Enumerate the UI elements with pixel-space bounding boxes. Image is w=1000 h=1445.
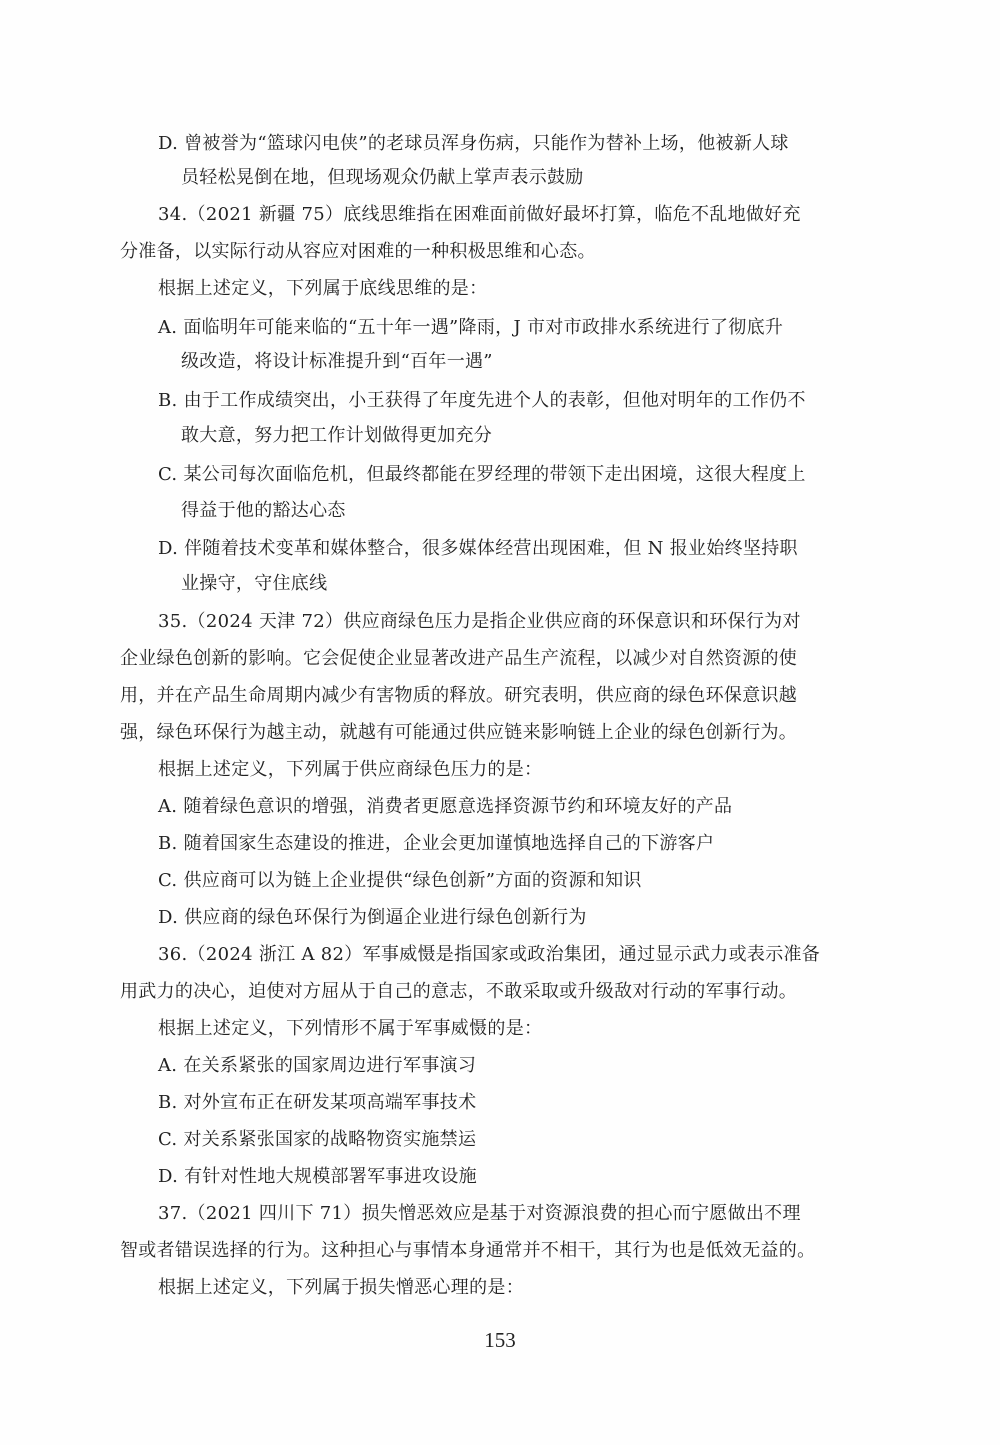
q37-stem-line-2: 智或者错误选择的行为。这种担心与事情本身通常并不相干，其行为也是低效无益的。 <box>120 1240 816 1261</box>
q36-option-b: B. 对外宣布正在研发某项高端军事技术 <box>158 1092 477 1113</box>
q34-option-d-line-1: D. 伴随着技术变革和媒体整合，很多媒体经营出现困难，但 N 报业始终坚持职 <box>158 538 798 559</box>
q35-stem-line-3: 用，并在产品生命周期内减少有害物质的释放。研究表明，供应商的绿色环保意识越 <box>120 685 798 706</box>
q35-option-b: B. 随着国家生态建设的推进，企业会更加谨慎地选择自己的下游客户 <box>158 833 715 854</box>
q35-stem-line-4: 强，绿色环保行为越主动，就越有可能通过供应链来影响链上企业的绿色创新行为。 <box>120 722 798 743</box>
q34-option-a-line-2: 级改造，将设计标准提升到“百年一遇” <box>181 351 493 372</box>
q34-option-c-line-1: C. 某公司每次面临危机，但最终都能在罗经理的带领下走出困境，这很大程度上 <box>158 464 806 485</box>
q34-option-b-line-2: 敢大意，努力把工作计划做得更加充分 <box>181 425 493 446</box>
q34-stem-line-2: 分准备，以实际行动从容应对困难的一种积极思维和心态。 <box>120 241 596 262</box>
q34-option-b-line-1: B. 由于工作成绩突出，小王获得了年度先进个人的表彰，但他对明年的工作仍不 <box>158 390 806 411</box>
q34-stem-line-1: 34.（2021 新疆 75）底线思维指在困难面前做好最坏打算，临危不乱地做好充 <box>158 204 801 225</box>
q35-prompt: 根据上述定义，下列属于供应商绿色压力的是： <box>158 759 543 780</box>
q35-stem-line-2: 企业绿色创新的影响。它会促使企业显著改进产品生产流程，以减少对自然资源的使 <box>120 648 798 669</box>
q36-option-d: D. 有针对性地大规模部署军事进攻设施 <box>158 1166 477 1187</box>
q34-option-a-line-1: A. 面临明年可能来临的“五十年一遇”降雨，J 市对市政排水系统进行了彻底升 <box>158 317 784 338</box>
page-number: 153 <box>484 1328 516 1352</box>
q34-prompt: 根据上述定义，下列属于底线思维的是： <box>158 278 488 299</box>
q36-stem-line-2: 用武力的决心，迫使对方屈从于自己的意志，不敢采取或升级敌对行动的军事行动。 <box>120 981 798 1002</box>
q34-option-c-line-2: 得益于他的豁达心态 <box>181 500 346 521</box>
q35-option-c: C. 供应商可以为链上企业提供“绿色创新”方面的资源和知识 <box>158 870 642 891</box>
q34-option-d-line-2: 业操守，守住底线 <box>181 573 328 594</box>
q36-option-a: A. 在关系紧张的国家周边进行军事演习 <box>158 1055 477 1076</box>
q33-option-d-line-1: D. 曾被誉为“篮球闪电侠”的老球员浑身伤病，只能作为替补上场，他被新人球 <box>158 133 789 154</box>
q33-option-d-line-2: 员轻松晃倒在地，但现场观众仍献上掌声表示鼓励 <box>181 167 584 188</box>
q37-stem-line-1: 37.（2021 四川下 71）损失憎恶效应是基于对资源浪费的担心而宁愿做出不理 <box>158 1203 801 1224</box>
q36-option-c: C. 对关系紧张国家的战略物资实施禁运 <box>158 1129 477 1150</box>
q35-option-d: D. 供应商的绿色环保行为倒逼企业进行绿色创新行为 <box>158 907 587 928</box>
q37-prompt: 根据上述定义，下列属于损失憎恶心理的是： <box>158 1277 524 1298</box>
q35-stem-line-1: 35.（2024 天津 72）供应商绿色压力是指企业供应商的环保意识和环保行为对 <box>158 611 801 632</box>
q36-prompt: 根据上述定义，下列情形不属于军事威慑的是： <box>158 1018 543 1039</box>
q36-stem-line-1: 36.（2024 浙江 A 82）军事威慑是指国家或政治集团，通过显示武力或表示准备 <box>158 944 821 965</box>
q35-option-a: A. 随着绿色意识的增强，消费者更愿意选择资源节约和环境友好的产品 <box>158 796 733 817</box>
